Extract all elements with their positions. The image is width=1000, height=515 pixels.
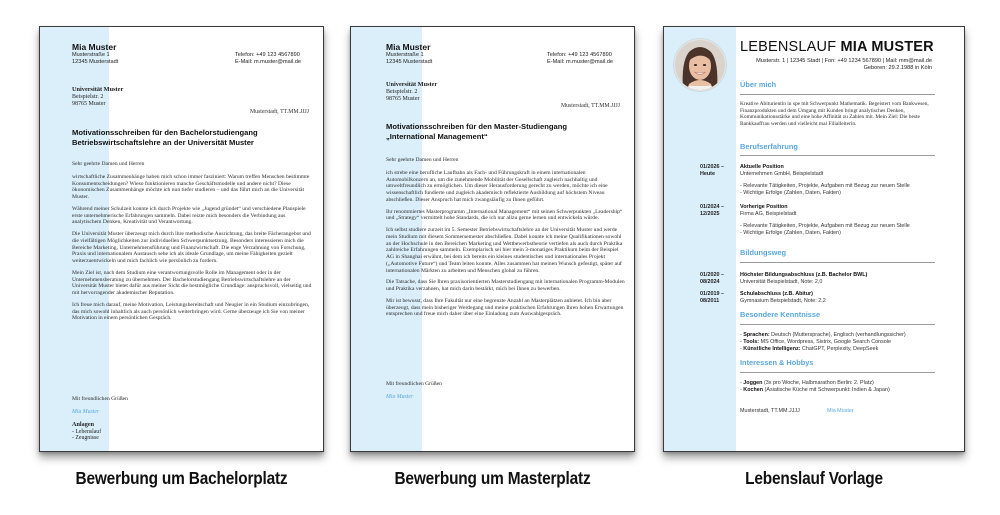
letter-salutation: Sehr geehrte Damen und Herren — [72, 161, 145, 167]
recipient-address: Universität Muster Beispielstr. 2 98765 Muster — [72, 86, 124, 107]
cv-footer-signature: Mia Muster — [827, 408, 854, 414]
paragraph: Mein Ziel ist, nach dem Studium eine verantwortungsvolle Rolle im Management oder in der Unternehmensberatung zu übernehmen. Der Bachelorstudiengang Betriebswirtschaftslehre an der Universität Muster bietet dafür aus meiner Sicht die bestmögliche Grundlage: anspruchsvoll, vielseitig und mit hervorragender akademischer Reputation. — [72, 270, 312, 297]
divider — [740, 372, 935, 373]
paragraph: Die Universität Muster überzeugt mich durch ihre methodische Ausrichtung, das breite Fächerangebot und die vielfältigen Möglichkeiten zur individuellen Schwerpunktsetzung. Besonders interessieren mich die Bereiche Marketing, Unternehmensführung und Finanzwirtschaft. Die enge Verzahnung von Forschung, Praxis und internationalem Austausch sehe ich als ideale Grundlage, um meine Fähigkeiten gezielt weiterzuentwickeln und mich fachlich wie persönlich zu fordern. — [72, 231, 311, 265]
entry-date: 01/2020 – 08/2024 — [700, 272, 724, 285]
paragraph: Die Tatsache, dass Sie Ihren praxisorientierten Masterstudiengang mit internationalen Programm-Modulen und Praktika verzahnen, hat mich darin bestärkt, mich bei Ihnen zu bewerben. — [386, 279, 625, 293]
education-entry: Schulabschluss (z.B. Abitur) Gymnasium Beispielstadt, Note: 2,2 — [740, 291, 826, 304]
divider — [740, 324, 935, 325]
section-heading-education: Bildungsweg — [740, 248, 786, 257]
cv-title: LEBENSLAUF MIA MUSTER — [740, 39, 934, 55]
letter-date: Musterstadt, TT.MM.JJJJ — [560, 103, 620, 109]
recipient-address: Universität Muster Beispielstr. 2 98765 Muster — [386, 81, 438, 102]
caption-master[interactable]: Bewerbung um Masterplatz — [394, 468, 591, 488]
letter-subject: Motivationsschreiben für den Bachelorstudiengang Betriebswirtschaftslehre an der Universität Muster — [72, 128, 258, 147]
skill-item: - Tools: MS Office, Wordpress, Sistrix, Google Search Console — [740, 338, 892, 345]
experience-entry: Vorherige Position Firma AG, Beispielstadt — [740, 204, 797, 217]
letter-date: Musterstadt, TT.MM.JJJJ — [249, 109, 309, 115]
skill-item: - Künstliche Intelligenz: ChatGPT, Perplexity, DeepSeek — [740, 345, 879, 352]
template-card-cv[interactable] — [663, 26, 965, 452]
experience-entry: Aktuelle Position Unternehmen GmbH, Beispielstadt — [740, 164, 824, 177]
paragraph: Ich selbst studiere zurzeit im 5. Semester Betriebswirtschaftslehre an der Universität Muster und werde mein Studium mit diesem Sommersemester abschließen. Dabei konnte ich meine Qualifikationen sowohl an der Hochschule in den Bereichen Marketing und Wettbewerbstheorie vertiefen als auch durch Praktika zahlreiche Erfahrungen sammeln. Exemplarisch sei hier mein 3-monatiges Praktikum beim der Beispiel AG in Shanghai erwähnt, bei dem ich bereits ein kleines studentisches und internationales Projekt („Automotive Future“) und Team leiten konnte. Alles zusammen hat meinen Wunsch gefestigt, später auf internationalen Märkten zu arbeiten und Menschen global zu führen. — [386, 227, 623, 274]
caption-cv[interactable]: Lebenslauf Vorlage — [745, 468, 883, 488]
template-card-bachelor[interactable] — [39, 26, 324, 452]
paragraph: Mir ist bewusst, dass Ihre Fakultät nur eine begrenzte Anzahl an Masterplätzen anbietet. Ich bin aber überzeugt, dass mein bisheriger Werdegang und meine praktischen Erfahrungen Ihren hohen Erwartungen entsprechen und freue mich daher über eine Einladung zum Auswahlgespräch. — [386, 298, 624, 318]
education-entry: Höchster Bildungsabschluss (z.B. Bachelor BWL) Universität Beispielstadt, Note: 2,0 — [740, 272, 868, 285]
sender-address: Musterstraße 1 12345 Musterstadt — [72, 52, 119, 65]
entry-date: 01/2026 – Heute — [700, 164, 724, 177]
divider — [740, 94, 935, 95]
section-heading-about: Über mich — [740, 80, 777, 89]
cv-footer-date: Musterstadt, TT.MM.JJJJ — [740, 408, 800, 414]
portrait-icon — [675, 40, 725, 90]
divider — [740, 155, 935, 156]
entry-date: 01/2019 – 08/2011 — [700, 291, 724, 304]
letter-closing: Mit freundlichen Grüßen — [386, 381, 442, 387]
section-heading-hobbies: Interessen & Hobbys — [740, 358, 814, 367]
letter-body — [386, 170, 626, 323]
profile-photo — [674, 39, 726, 91]
letter-salutation: Sehr geehrte Damen und Herren — [386, 157, 459, 163]
caption-bachelor[interactable]: Bewerbung um Bachelorplatz — [75, 468, 288, 488]
section-heading-experience: Berufserfahrung — [740, 142, 798, 151]
sender-name: Mia Muster — [72, 42, 117, 52]
paragraph: Ich freue mich darauf, meine Motivation, Leistungsbereitschaft und Neugier in ein Studium einzubringen, das mich sowohl inhaltlich als auch persönlich weiterbringen wird. Gerne überzeuge ich Sie von meiner Motivation in einem persönlichen Gespräch. — [72, 302, 310, 322]
paragraph: Während meiner Schulzeit konnte ich durch Projekte wie „Jugend gründet“ und verschiedene Planspiele erste unternehmerische Erfahrungen sammeln. Dabei reizte mich besonders die Verbindung aus analytischem Denken, Kreativität und Verantwortung. — [72, 206, 306, 226]
cv-contact: Musterstr. 1 | 12345 Stadt | Fon: +49 1234 567890 | Mail: mm@mail.de Geboren: 29.2.1988 in Köln — [756, 58, 932, 71]
sender-contact: Telefon: +49 123 4567890 E-Mail: m.muster@mail.de — [235, 52, 301, 65]
sender-contact: Telefon: +49 123 4567890 E-Mail: m.muster@mail.de — [547, 52, 613, 65]
entry-bullets: - Relevante Tätigkeiten, Projekte, Aufgaben mit Bezug zur neuen Stelle - Wichtige Erfolge (Zahlen, Daten, Fakten) — [740, 223, 910, 236]
sender-name: Mia Muster — [386, 42, 431, 52]
hobby-item: - Joggen (3x pro Woche, Halbmarathon Berlin: 2. Platz) — [740, 380, 874, 386]
about-text: Kreative Abiturientin in spe mit Schwerpunkt Mathematik. Begeistert vom Bankwesen, Finanzprodukten und dem Umgang mit Kunden bringt analytisches Denken, Kommunikationsstärke und eine hohe Affinität zu Zahlen mit. Mein Ziel: Die beste Bankkauffrau werden und vielleicht mal Filialleiterin. — [740, 101, 929, 127]
sender-address: Musterstraße 1 12345 Musterstadt — [386, 52, 433, 65]
entry-date: 01/2024 – 12/2025 — [700, 204, 724, 217]
letter-signature: Mia Muster — [72, 409, 100, 415]
skill-item: - Sprachen: Deutsch (Muttersprache), Englisch (verhandlungssicher) — [740, 332, 906, 338]
letter-body — [72, 174, 312, 327]
hobby-item: - Kochen (Asiatische Küche mit Schwerpunkt: Indien & Japan) — [740, 386, 890, 393]
template-card-master[interactable] — [350, 26, 635, 452]
skills-list — [740, 332, 906, 352]
paragraph: wirtschaftliche Zusammenhänge haben mich schon immer fasziniert: Warum treffen Menschen bestimmte Konsumentscheidungen? Wieso funktionieren manche Geschäftsmodelle und andere nicht? Diese ökonomischen Zusammenhänge möchte ich nun tiefer studieren – und das führt mich an die Universität Muster. — [72, 174, 310, 201]
paragraph: ich strebe eine berufliche Laufbahn als Fach- und Führungskraft in einem internationalen Automobilkonzern an, um die zunehmende Mobilität der Gesellschaft zugleich nachhaltig und umweltfreundlich zu ermöglichen. Um dieser Herausforderung gerecht zu werden, möchte ich eine wissenschaftlich fundierte und zugleich akademisch reflektierte Ausbildung auf höchstem Niveau abschließen. Dieser Anspruch hat mich zwangsläufig zu Ihnen geführt. — [386, 170, 608, 203]
hobbies-list — [740, 380, 890, 394]
letter-closing: Mit freundlichen Grüßen — [72, 396, 128, 402]
section-heading-skills: Besondere Kenntnisse — [740, 310, 821, 319]
letter-signature: Mia Muster — [386, 394, 414, 400]
attachments: Anlagen - Lebenslauf - Zeugnisse — [72, 421, 102, 442]
paragraph: Ihr renommiertes Masterprogramm „International Management“ mit seinen Schwerpunkten „Leadership“ und „Strategy“ vermittelt hohe Standards, die ich nur allzu gerne lernen und entwickeln würde. — [386, 208, 623, 222]
letter-subject: Motivationsschreiben für den Master-Studiengang „International Management“ — [386, 122, 568, 141]
entry-bullets: - Relevante Tätigkeiten, Projekte, Aufgaben mit Bezug zur neuen Stelle - Wichtige Erfolge (Zahlen, Daten, Fakten) — [740, 183, 910, 196]
divider — [740, 262, 935, 263]
